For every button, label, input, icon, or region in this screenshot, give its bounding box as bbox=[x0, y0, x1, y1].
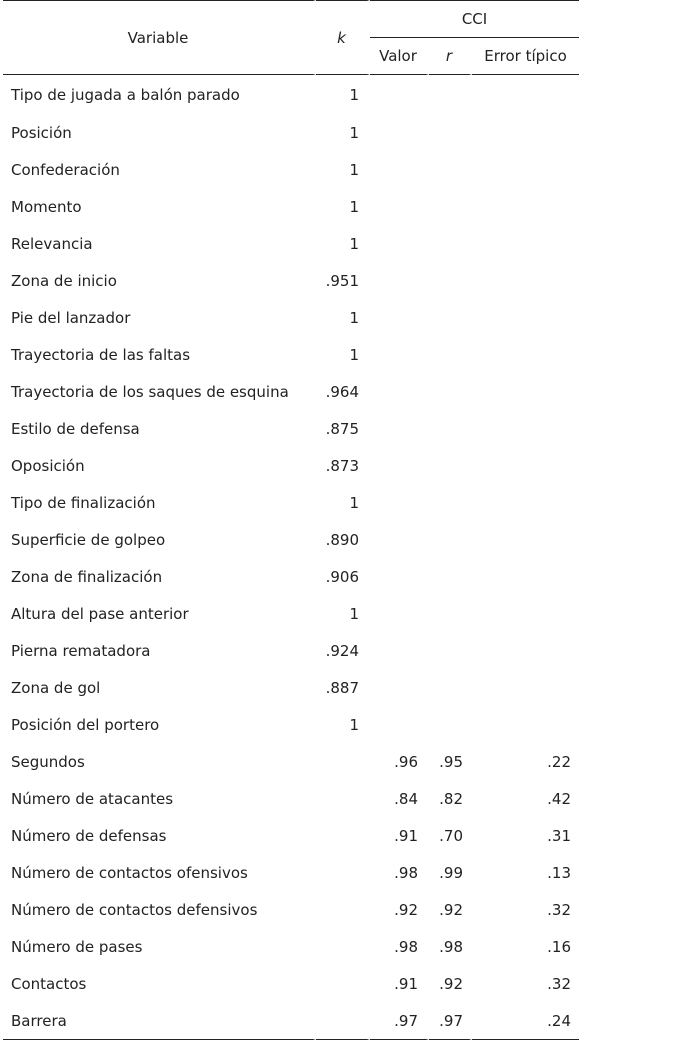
table-body bbox=[3, 75, 579, 1040]
cell-variable: Número de pases bbox=[3, 928, 316, 965]
cell-error-tipico: .22 bbox=[547, 752, 572, 771]
header-r: r bbox=[429, 38, 472, 75]
cell-valor bbox=[370, 410, 429, 447]
cell-r: .82 bbox=[429, 780, 472, 817]
table-row bbox=[3, 632, 579, 669]
header-cci: CCI bbox=[370, 0, 579, 38]
table-row bbox=[3, 891, 579, 928]
cell-error-tipico bbox=[472, 188, 579, 225]
cell-variable: Número de contactos ofensivos bbox=[3, 854, 316, 891]
cell-r: .97 bbox=[429, 1002, 472, 1040]
cell-valor: .98 bbox=[370, 854, 429, 891]
cell-r: .92 bbox=[429, 891, 472, 928]
cell-error-tipico bbox=[472, 521, 579, 558]
cell-error-tipico: .31 bbox=[547, 826, 572, 845]
cell-variable: Zona de gol bbox=[3, 669, 316, 706]
table bbox=[3, 0, 579, 1040]
cell-k: 1 bbox=[316, 151, 370, 188]
cell-valor bbox=[370, 669, 429, 706]
cell-valor bbox=[370, 521, 429, 558]
cell-valor: .91 bbox=[370, 965, 429, 1002]
cell-k: .873 bbox=[316, 447, 370, 484]
cell-valor bbox=[370, 225, 429, 262]
cell-error-tipico bbox=[472, 262, 579, 299]
cell-r bbox=[429, 151, 472, 188]
cell-k: 1 bbox=[316, 188, 370, 225]
cell-k bbox=[316, 891, 370, 928]
table-row bbox=[3, 1002, 579, 1040]
cell-variable: Relevancia bbox=[3, 225, 316, 262]
cell-valor bbox=[370, 373, 429, 410]
cell-k: .887 bbox=[316, 669, 370, 706]
cell-k bbox=[316, 743, 370, 780]
cell-r bbox=[429, 75, 472, 114]
cell-error-tipico bbox=[472, 410, 579, 447]
cell-variable: Segundos bbox=[3, 743, 316, 780]
table-row bbox=[3, 817, 579, 854]
table-row bbox=[3, 447, 579, 484]
cell-valor bbox=[370, 114, 429, 151]
cell-error-tipico: .16 bbox=[547, 937, 572, 956]
table-row bbox=[3, 262, 579, 299]
cell-r bbox=[429, 262, 472, 299]
cell-r bbox=[429, 114, 472, 151]
cell-k: 1 bbox=[316, 336, 370, 373]
cell-valor: .91 bbox=[370, 817, 429, 854]
table-row bbox=[3, 854, 579, 891]
cell-error-tipico bbox=[472, 336, 579, 373]
cell-error-tipico: .42 bbox=[547, 789, 572, 808]
table-row bbox=[3, 706, 579, 743]
cell-k: .890 bbox=[316, 521, 370, 558]
cell-error-tipico bbox=[472, 558, 579, 595]
cell-error-tipico bbox=[472, 299, 579, 336]
table-row bbox=[3, 225, 579, 262]
table-row bbox=[3, 336, 579, 373]
cell-valor: .92 bbox=[370, 891, 429, 928]
cell-r: .98 bbox=[429, 928, 472, 965]
cell-valor bbox=[370, 558, 429, 595]
cell-error-tipico bbox=[472, 632, 579, 669]
table-row bbox=[3, 965, 579, 1002]
table-row bbox=[3, 114, 579, 151]
cell-variable: Tipo de jugada a balón parado bbox=[3, 75, 316, 114]
cell-error-tipico bbox=[472, 151, 579, 188]
cell-valor: .97 bbox=[370, 1002, 429, 1040]
cell-k bbox=[316, 817, 370, 854]
cell-r: .92 bbox=[429, 965, 472, 1002]
table-row bbox=[3, 410, 579, 447]
cell-k: 1 bbox=[316, 595, 370, 632]
cell-variable: Zona de finalización bbox=[3, 558, 316, 595]
cell-error-tipico bbox=[472, 706, 579, 743]
header-variable: Variable bbox=[3, 0, 316, 75]
table-row bbox=[3, 521, 579, 558]
cell-variable: Trayectoria de los saques de esquina bbox=[3, 373, 316, 410]
cell-error-tipico bbox=[472, 225, 579, 262]
cell-error-tipico bbox=[472, 75, 579, 114]
cell-variable: Posición del portero bbox=[3, 706, 316, 743]
cell-r bbox=[429, 299, 472, 336]
cell-error-tipico bbox=[472, 447, 579, 484]
cell-variable: Posición bbox=[3, 114, 316, 151]
cell-error-tipico bbox=[472, 114, 579, 151]
cell-valor bbox=[370, 262, 429, 299]
header-valor: Valor bbox=[370, 38, 429, 75]
cell-variable: Zona de inicio bbox=[3, 262, 316, 299]
cell-valor bbox=[370, 632, 429, 669]
table-row bbox=[3, 188, 579, 225]
cell-r bbox=[429, 188, 472, 225]
table-row bbox=[3, 75, 579, 114]
table-row bbox=[3, 151, 579, 188]
table-row bbox=[3, 669, 579, 706]
table-row bbox=[3, 299, 579, 336]
cell-valor bbox=[370, 151, 429, 188]
cell-k: 1 bbox=[316, 75, 370, 114]
cell-k: 1 bbox=[316, 484, 370, 521]
cell-r bbox=[429, 558, 472, 595]
cell-variable: Trayectoria de las faltas bbox=[3, 336, 316, 373]
cell-k: .964 bbox=[316, 373, 370, 410]
cell-k: 1 bbox=[316, 706, 370, 743]
cell-valor: .96 bbox=[370, 743, 429, 780]
cell-k bbox=[316, 854, 370, 891]
cell-error-tipico: .13 bbox=[547, 863, 572, 882]
cell-k bbox=[316, 1002, 370, 1040]
cell-error-tipico: .32 bbox=[547, 974, 572, 993]
cell-k bbox=[316, 928, 370, 965]
table-row bbox=[3, 780, 579, 817]
cell-variable: Tipo de finalización bbox=[3, 484, 316, 521]
cell-error-tipico bbox=[472, 484, 579, 521]
cell-valor bbox=[370, 299, 429, 336]
cell-variable: Estilo de defensa bbox=[3, 410, 316, 447]
cell-variable: Contactos bbox=[3, 965, 316, 1002]
cell-k: .951 bbox=[316, 262, 370, 299]
cell-r bbox=[429, 595, 472, 632]
table-row bbox=[3, 595, 579, 632]
table-row bbox=[3, 743, 579, 780]
cell-valor bbox=[370, 75, 429, 114]
header-k: k bbox=[316, 0, 370, 75]
cell-k bbox=[316, 780, 370, 817]
table-header bbox=[3, 0, 579, 75]
cell-variable: Confederación bbox=[3, 151, 316, 188]
cell-k: 1 bbox=[316, 225, 370, 262]
cell-r bbox=[429, 669, 472, 706]
cell-variable: Pierna rematadora bbox=[3, 632, 316, 669]
table-row bbox=[3, 484, 579, 521]
cell-valor bbox=[370, 706, 429, 743]
cell-r bbox=[429, 632, 472, 669]
cell-r bbox=[429, 447, 472, 484]
cell-r bbox=[429, 706, 472, 743]
cell-r bbox=[429, 410, 472, 447]
cell-r bbox=[429, 521, 472, 558]
reliability-table bbox=[3, 0, 579, 1040]
cell-valor bbox=[370, 336, 429, 373]
cell-r bbox=[429, 225, 472, 262]
cell-r bbox=[429, 373, 472, 410]
cell-k: .906 bbox=[316, 558, 370, 595]
cell-valor: .84 bbox=[370, 780, 429, 817]
cell-r: .95 bbox=[429, 743, 472, 780]
cell-variable: Pie del lanzador bbox=[3, 299, 316, 336]
cell-k: .875 bbox=[316, 410, 370, 447]
cell-error-tipico bbox=[472, 669, 579, 706]
cell-r bbox=[429, 484, 472, 521]
cell-valor bbox=[370, 595, 429, 632]
cell-variable: Superficie de golpeo bbox=[3, 521, 316, 558]
cell-r bbox=[429, 336, 472, 373]
cell-valor bbox=[370, 484, 429, 521]
cell-k bbox=[316, 965, 370, 1002]
cell-error-tipico: .24 bbox=[472, 1002, 579, 1040]
cell-variable: Momento bbox=[3, 188, 316, 225]
cell-variable: Número de atacantes bbox=[3, 780, 316, 817]
cell-valor bbox=[370, 188, 429, 225]
header-error-tipico: Error típico bbox=[472, 38, 579, 75]
cell-variable: Oposición bbox=[3, 447, 316, 484]
cell-error-tipico: .32 bbox=[547, 900, 572, 919]
cell-variable: Barrera bbox=[3, 1002, 316, 1040]
cell-k: .924 bbox=[316, 632, 370, 669]
cell-variable: Número de contactos defensivos bbox=[3, 891, 316, 928]
cell-variable: Altura del pase anterior bbox=[3, 595, 316, 632]
table-row bbox=[3, 373, 579, 410]
cell-k: 1 bbox=[316, 114, 370, 151]
cell-k: 1 bbox=[316, 299, 370, 336]
cell-valor: .98 bbox=[370, 928, 429, 965]
cell-error-tipico bbox=[472, 595, 579, 632]
table-row bbox=[3, 928, 579, 965]
cell-error-tipico bbox=[472, 373, 579, 410]
cell-variable: Número de defensas bbox=[3, 817, 316, 854]
cell-valor bbox=[370, 447, 429, 484]
cell-r: .70 bbox=[429, 817, 472, 854]
cell-r: .99 bbox=[429, 854, 472, 891]
table-row bbox=[3, 558, 579, 595]
